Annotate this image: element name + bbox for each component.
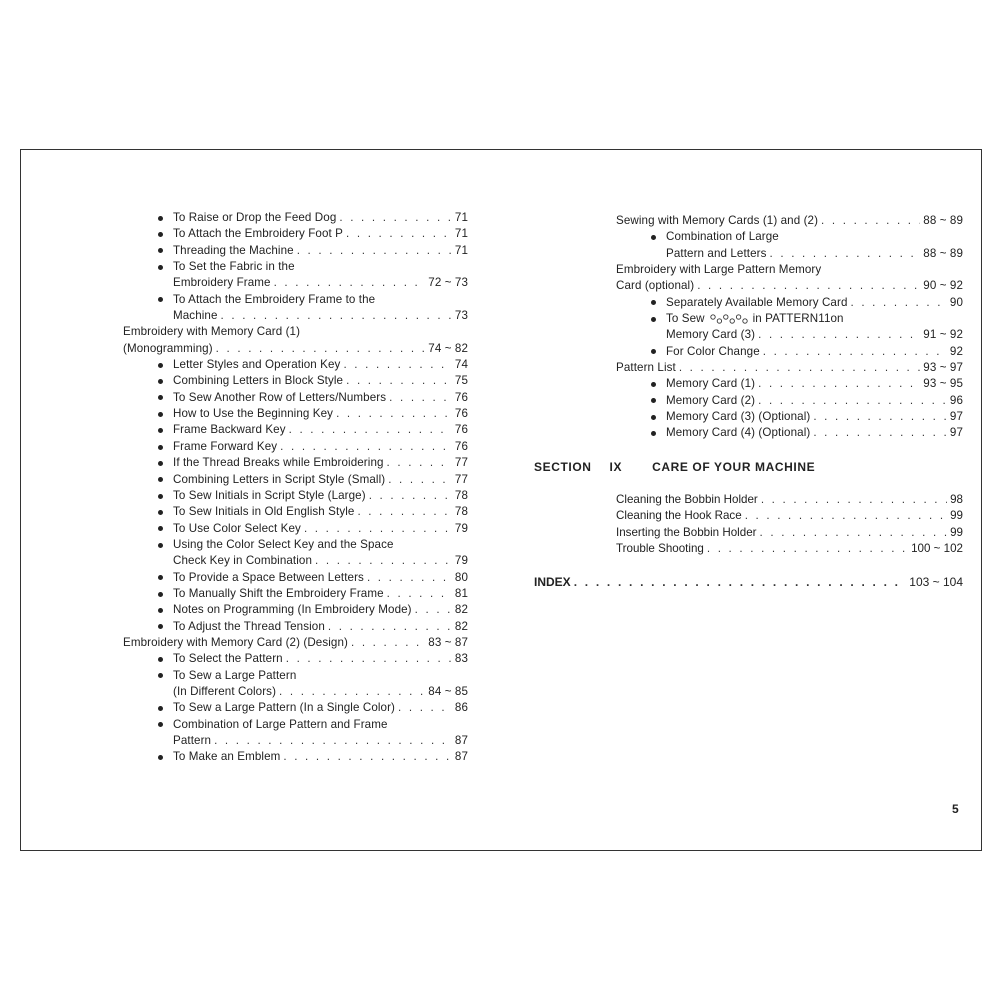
entry-text: (In Different Colors) bbox=[173, 684, 277, 698]
entry-title bbox=[173, 668, 468, 684]
toc-entry[interactable] bbox=[616, 344, 963, 360]
entry-title bbox=[173, 684, 276, 700]
entry-title bbox=[173, 373, 343, 389]
entry-page: 100 ~ 102 bbox=[911, 542, 963, 556]
entry-page: 99 bbox=[950, 509, 963, 523]
entry-text: Memory Card (4) (Optional) bbox=[666, 426, 811, 440]
bullet-icon bbox=[158, 657, 163, 662]
toc-entry[interactable] bbox=[123, 668, 468, 684]
bullet-icon bbox=[158, 297, 163, 302]
bullet-icon bbox=[158, 722, 163, 727]
toc-entry[interactable] bbox=[123, 553, 468, 569]
entry-title bbox=[616, 213, 818, 229]
entry-text: Machine bbox=[173, 309, 218, 323]
entry-title bbox=[173, 733, 211, 749]
toc-entry[interactable] bbox=[616, 213, 963, 229]
bullet-icon bbox=[651, 431, 656, 436]
entry-title bbox=[173, 521, 301, 537]
bullet-icon bbox=[651, 300, 656, 305]
leader-dots bbox=[760, 525, 948, 541]
entry-text: Memory Card (2) bbox=[666, 393, 756, 407]
entry-text: Letter Styles and Operation Key bbox=[173, 358, 341, 372]
entry-page: 80 bbox=[454, 570, 468, 584]
entry-page: 79 bbox=[454, 521, 468, 535]
leader-dots bbox=[707, 541, 908, 557]
entry-text: Threading the Machine bbox=[173, 243, 294, 257]
entry-title bbox=[123, 324, 468, 340]
bullet-icon bbox=[158, 592, 163, 597]
entry-title bbox=[123, 341, 213, 357]
entry-text: Combining Letters in Script Style (Small) bbox=[173, 472, 386, 486]
leader-dots bbox=[745, 508, 947, 524]
entry-text: Separately Available Memory Card bbox=[666, 295, 848, 309]
entry-text: Trouble Shooting bbox=[616, 542, 704, 556]
leader-dots bbox=[286, 651, 452, 667]
entry-text: (Monogramming) bbox=[123, 341, 213, 355]
toc-entry[interactable] bbox=[123, 586, 468, 602]
leader-dots bbox=[369, 488, 452, 504]
toc-entry[interactable] bbox=[123, 504, 468, 520]
entry-page: 90 ~ 92 bbox=[923, 279, 963, 293]
entry-title bbox=[173, 210, 336, 226]
entry-title bbox=[173, 275, 271, 291]
toc-entry[interactable] bbox=[123, 341, 468, 357]
entry-page: 77 bbox=[454, 456, 468, 470]
leader-dots bbox=[297, 243, 452, 259]
entry-title bbox=[666, 393, 755, 409]
entry-text: Pattern and Letters bbox=[666, 246, 767, 260]
entry-title bbox=[173, 390, 386, 406]
entry-text: Memory Card (3) bbox=[666, 328, 756, 342]
leader-dots bbox=[398, 700, 452, 716]
entry-title bbox=[173, 504, 354, 520]
entry-page: 76 bbox=[454, 407, 468, 421]
toc-entry[interactable] bbox=[616, 525, 963, 541]
entry-page: 71 bbox=[454, 211, 468, 224]
entry-text: Memory Card (3) (Optional) bbox=[666, 410, 811, 424]
toc-entry[interactable] bbox=[123, 324, 468, 340]
entry-page: 76 bbox=[454, 439, 468, 453]
entry-page: 72 ~ 73 bbox=[428, 276, 468, 290]
leader-dots bbox=[357, 504, 451, 520]
entry-title bbox=[173, 700, 395, 716]
toc-entry[interactable] bbox=[123, 243, 468, 259]
entry-text: Combining Letters in Block Style bbox=[173, 374, 344, 388]
entry-text: To Sew bbox=[666, 312, 705, 326]
bullet-icon bbox=[158, 445, 163, 450]
entry-page: 77 bbox=[454, 472, 468, 486]
toc-entry[interactable] bbox=[123, 602, 468, 618]
entry-title bbox=[173, 455, 384, 471]
toc-entry[interactable] bbox=[123, 210, 468, 226]
bullet-icon bbox=[158, 461, 163, 466]
entry-text: Notes on Programming (In Embroidery Mode) bbox=[173, 603, 412, 617]
entry-page: 86 bbox=[454, 701, 468, 715]
leader-dots bbox=[315, 553, 452, 569]
leader-dots bbox=[851, 295, 947, 311]
leader-dots bbox=[367, 570, 452, 586]
entry-title bbox=[616, 278, 694, 294]
entry-text: To Attach the Embroidery Frame to the bbox=[173, 292, 376, 306]
toc-entry[interactable] bbox=[123, 455, 468, 471]
bullet-icon bbox=[158, 624, 163, 629]
entry-page: 88 ~ 89 bbox=[923, 246, 963, 260]
leader-dots bbox=[387, 455, 452, 471]
entry-title bbox=[173, 602, 412, 618]
entry-page: 93 ~ 97 bbox=[923, 361, 963, 375]
entry-page: 78 bbox=[454, 505, 468, 519]
entry-page: 82 bbox=[454, 603, 468, 617]
entry-text: Embroidery with Large Pattern Memory bbox=[616, 263, 822, 277]
entry-page: 75 bbox=[454, 374, 468, 388]
entry-page: 74 ~ 82 bbox=[428, 341, 468, 355]
entry-text: Embroidery Frame bbox=[173, 276, 271, 290]
bullet-icon bbox=[651, 382, 656, 387]
leader-dots bbox=[679, 360, 920, 376]
entry-text: If the Thread Breaks while Embroidering bbox=[173, 456, 384, 470]
toc-entry[interactable] bbox=[123, 275, 468, 291]
leader-dots bbox=[389, 390, 452, 406]
leader-dots bbox=[289, 422, 452, 438]
bullet-icon bbox=[158, 232, 163, 237]
toc-entry[interactable] bbox=[123, 373, 468, 389]
leader-dots bbox=[697, 278, 920, 294]
entry-title bbox=[616, 525, 757, 541]
entry-text: Embroidery with Memory Card (2) (Design) bbox=[123, 635, 348, 649]
entry-text: Cleaning the Bobbin Holder bbox=[616, 493, 758, 506]
toc-entry[interactable] bbox=[123, 733, 468, 749]
entry-text: Memory Card (1) bbox=[666, 377, 756, 391]
entry-text: To Make an Emblem bbox=[173, 750, 281, 764]
leader-dots bbox=[388, 472, 452, 488]
entry-title bbox=[173, 570, 364, 586]
leader-dots bbox=[336, 406, 452, 422]
bullet-icon bbox=[158, 510, 163, 515]
toc-entry[interactable] bbox=[123, 521, 468, 537]
entry-page: 74 bbox=[454, 358, 468, 372]
entry-title bbox=[173, 651, 283, 667]
entry-page: 97 bbox=[949, 426, 963, 440]
entry-title bbox=[173, 308, 218, 324]
toc-entry[interactable] bbox=[123, 226, 468, 242]
entry-page: 71 bbox=[454, 227, 468, 241]
toc-entry[interactable] bbox=[123, 619, 468, 635]
leader-dots bbox=[280, 439, 452, 455]
entry-text: To Sew Initials in Script Style (Large) bbox=[173, 488, 366, 502]
toc-entry[interactable] bbox=[123, 700, 468, 716]
entry-page: 91 ~ 92 bbox=[923, 328, 963, 342]
entry-title bbox=[173, 472, 385, 488]
entry-title bbox=[666, 376, 755, 392]
toc-entry[interactable] bbox=[123, 749, 468, 765]
toc-entry[interactable] bbox=[616, 246, 963, 262]
entry-page: 84 ~ 85 bbox=[428, 684, 468, 698]
entry-title bbox=[616, 508, 742, 524]
bullet-icon bbox=[158, 412, 163, 417]
bullet-icon bbox=[158, 494, 163, 499]
entry-text: To Select the Pattern bbox=[173, 652, 283, 666]
entry-title bbox=[666, 229, 963, 245]
leader-dots bbox=[343, 357, 451, 373]
entry-page: 92 bbox=[949, 344, 963, 358]
leader-dots bbox=[758, 376, 920, 392]
section-label: SECTION bbox=[534, 460, 592, 474]
bullet-icon bbox=[158, 216, 163, 221]
leader-dots bbox=[761, 492, 947, 508]
leader-dots bbox=[283, 749, 452, 765]
entry-page: 83 ~ 87 bbox=[428, 635, 468, 649]
toc-entry[interactable] bbox=[123, 308, 468, 324]
toc-entry[interactable] bbox=[616, 360, 963, 376]
leader-dots bbox=[813, 425, 947, 441]
entry-text: Frame Backward Key bbox=[173, 423, 286, 437]
bullet-icon bbox=[158, 248, 163, 253]
toc-entry[interactable] bbox=[616, 508, 963, 524]
entry-title bbox=[173, 537, 468, 553]
leader-dots bbox=[770, 246, 921, 262]
leader-dots bbox=[351, 635, 425, 651]
entry-text: Pattern bbox=[173, 734, 212, 747]
entry-page: 87 bbox=[454, 734, 468, 747]
entry-text: Pattern List bbox=[616, 361, 676, 375]
entry-page: 90 bbox=[949, 295, 963, 309]
toc-entry[interactable] bbox=[616, 229, 963, 245]
bullet-icon bbox=[158, 363, 163, 368]
toc-right-column bbox=[616, 213, 963, 442]
flower-pattern-icon bbox=[709, 313, 749, 325]
toc-entry[interactable] bbox=[123, 406, 468, 422]
entry-page: 97 bbox=[949, 410, 963, 424]
index-page: 103 ~ 104 bbox=[909, 575, 963, 589]
entry-title bbox=[666, 344, 760, 360]
entry-title bbox=[173, 553, 312, 569]
entry-title bbox=[666, 409, 810, 425]
entry-title bbox=[173, 717, 468, 733]
toc-left-column bbox=[123, 210, 468, 766]
entry-text: To Adjust the Thread Tension bbox=[173, 619, 325, 633]
section-heading bbox=[534, 460, 815, 474]
entry-page: 87 bbox=[454, 750, 468, 764]
entry-text: Inserting the Bobbin Holder bbox=[616, 525, 757, 539]
leader-dots bbox=[758, 393, 947, 409]
toc-entry[interactable] bbox=[123, 422, 468, 438]
entry-title bbox=[616, 492, 758, 508]
index-entry[interactable] bbox=[534, 574, 963, 590]
bullet-icon bbox=[651, 317, 656, 322]
entry-text: To Sew Initials in Old English Style bbox=[173, 505, 355, 519]
entry-page: 76 bbox=[454, 423, 468, 437]
toc-entry[interactable] bbox=[616, 492, 963, 508]
entry-text: For Color Change bbox=[666, 344, 760, 358]
entry-page: 82 bbox=[454, 619, 468, 633]
entry-text: Frame Forward Key bbox=[173, 439, 278, 453]
bullet-icon bbox=[651, 235, 656, 240]
entry-title bbox=[173, 292, 468, 308]
entry-page: 93 ~ 95 bbox=[923, 377, 963, 391]
entry-title bbox=[173, 586, 384, 602]
entry-text: To Raise or Drop the Feed Dog bbox=[173, 211, 337, 224]
entry-page: 71 bbox=[454, 243, 468, 257]
entry-title bbox=[666, 295, 848, 311]
toc-entry[interactable] bbox=[123, 259, 468, 275]
section-title: CARE OF YOUR MACHINE bbox=[652, 460, 816, 474]
entry-title bbox=[123, 635, 348, 651]
bullet-icon bbox=[158, 395, 163, 400]
bullet-icon bbox=[158, 608, 163, 613]
entry-suffix: in PATTERN11on bbox=[752, 312, 844, 326]
toc-entry[interactable] bbox=[616, 311, 963, 327]
leader-dots bbox=[328, 619, 452, 635]
entry-title bbox=[616, 541, 704, 557]
bullet-icon bbox=[158, 706, 163, 711]
entry-title bbox=[173, 243, 294, 259]
leader-dots bbox=[304, 521, 452, 537]
entry-title bbox=[173, 357, 340, 373]
entry-title bbox=[666, 425, 810, 441]
entry-text: Using the Color Select Key and the Space bbox=[173, 537, 394, 551]
leader-dots bbox=[279, 684, 425, 700]
leader-dots bbox=[415, 602, 452, 618]
entry-text: To Provide a Space Between Letters bbox=[173, 570, 364, 584]
entry-text: How to Use the Beginning Key bbox=[173, 407, 334, 421]
leader-dots bbox=[346, 226, 452, 242]
toc-entry[interactable] bbox=[616, 295, 963, 311]
toc-entry[interactable] bbox=[616, 541, 963, 557]
toc-entry[interactable] bbox=[123, 717, 468, 733]
entry-title bbox=[616, 360, 676, 376]
bullet-icon bbox=[158, 428, 163, 433]
entry-page: 99 bbox=[950, 525, 963, 539]
entry-title bbox=[173, 226, 343, 242]
entry-text: Sewing with Memory Cards (1) and (2) bbox=[616, 214, 819, 227]
entry-text: Combination of Large bbox=[666, 230, 779, 244]
leader-dots bbox=[813, 409, 947, 425]
bullet-icon bbox=[158, 526, 163, 531]
toc-entry[interactable] bbox=[123, 472, 468, 488]
toc-entry[interactable] bbox=[616, 409, 963, 425]
leader-dots bbox=[387, 586, 452, 602]
entry-title bbox=[173, 749, 280, 765]
bullet-icon bbox=[158, 575, 163, 580]
section-number: IX bbox=[609, 460, 623, 474]
entry-page: 96 bbox=[949, 393, 963, 407]
bullet-icon bbox=[651, 415, 656, 420]
leader-dots bbox=[821, 213, 920, 229]
toc-entry[interactable] bbox=[123, 439, 468, 455]
entry-page: 79 bbox=[454, 554, 468, 568]
entry-title bbox=[616, 262, 963, 278]
leader-dots bbox=[221, 308, 452, 324]
bullet-icon bbox=[158, 477, 163, 482]
toc-entry[interactable] bbox=[123, 651, 468, 667]
entry-title bbox=[666, 327, 755, 343]
entry-text: To Use Color Select Key bbox=[173, 521, 301, 535]
entry-page: 88 ~ 89 bbox=[923, 214, 963, 227]
leader-dots bbox=[216, 341, 426, 357]
entry-title bbox=[173, 488, 366, 504]
toc-entry[interactable] bbox=[616, 425, 963, 441]
entry-page: 98 bbox=[950, 493, 963, 506]
leader-dots bbox=[346, 373, 452, 389]
entry-text: To Set the Fabric in the bbox=[173, 260, 295, 274]
entry-title bbox=[666, 246, 767, 262]
entry-text: Combination of Large Pattern and Frame bbox=[173, 717, 388, 731]
entry-text: Embroidery with Memory Card (1) bbox=[123, 325, 301, 339]
toc-entry[interactable] bbox=[616, 278, 963, 294]
bullet-icon bbox=[158, 755, 163, 760]
leader-dots bbox=[574, 574, 907, 590]
bullet-icon bbox=[158, 673, 163, 678]
toc-entry[interactable] bbox=[123, 684, 468, 700]
toc-entry[interactable] bbox=[123, 570, 468, 586]
page-number: 5 bbox=[952, 802, 959, 816]
entry-page: 78 bbox=[454, 488, 468, 502]
entry-text: Check Key in Combination bbox=[173, 554, 313, 568]
toc-entry[interactable] bbox=[123, 357, 468, 373]
entry-text: Card (optional) bbox=[616, 279, 695, 293]
toc-entry[interactable] bbox=[123, 635, 468, 651]
toc-entry[interactable] bbox=[616, 262, 963, 278]
index-label: INDEX bbox=[534, 575, 571, 589]
entry-text: To Sew a Large Pattern (In a Single Color) bbox=[173, 701, 396, 715]
leader-dots bbox=[214, 733, 452, 749]
toc-entry[interactable] bbox=[123, 292, 468, 308]
toc-entry[interactable] bbox=[123, 390, 468, 406]
entry-title bbox=[173, 406, 333, 422]
bullet-icon bbox=[158, 543, 163, 548]
care-entries bbox=[616, 492, 963, 557]
bullet-icon bbox=[651, 349, 656, 354]
entry-text: To Sew Another Row of Letters/Numbers bbox=[173, 390, 387, 404]
entry-title bbox=[173, 259, 468, 275]
entry-text: To Sew a Large Pattern bbox=[173, 668, 297, 682]
entry-page: 83 bbox=[454, 652, 468, 666]
bullet-icon bbox=[651, 398, 656, 403]
toc-entry[interactable] bbox=[123, 488, 468, 504]
entry-title bbox=[173, 422, 286, 438]
bullet-icon bbox=[158, 379, 163, 384]
leader-dots bbox=[763, 344, 947, 360]
toc-entry[interactable] bbox=[123, 537, 468, 553]
entry-text: Cleaning the Hook Race bbox=[616, 509, 742, 523]
entry-title bbox=[666, 311, 963, 327]
entry-title bbox=[173, 619, 325, 635]
toc-entry[interactable] bbox=[616, 327, 963, 343]
leader-dots bbox=[758, 327, 920, 343]
leader-dots bbox=[274, 275, 426, 291]
entry-text: To Manually Shift the Embroidery Frame bbox=[173, 586, 384, 600]
entry-page: 73 bbox=[454, 309, 468, 323]
entry-text: To Attach the Embroidery Foot P bbox=[173, 227, 344, 241]
leader-dots bbox=[339, 210, 452, 226]
entry-page: 81 bbox=[454, 586, 468, 600]
entry-title bbox=[173, 439, 277, 455]
bullet-icon bbox=[158, 265, 163, 270]
entry-page: 76 bbox=[454, 390, 468, 404]
toc-entry[interactable] bbox=[616, 376, 963, 392]
toc-entry[interactable] bbox=[616, 393, 963, 409]
